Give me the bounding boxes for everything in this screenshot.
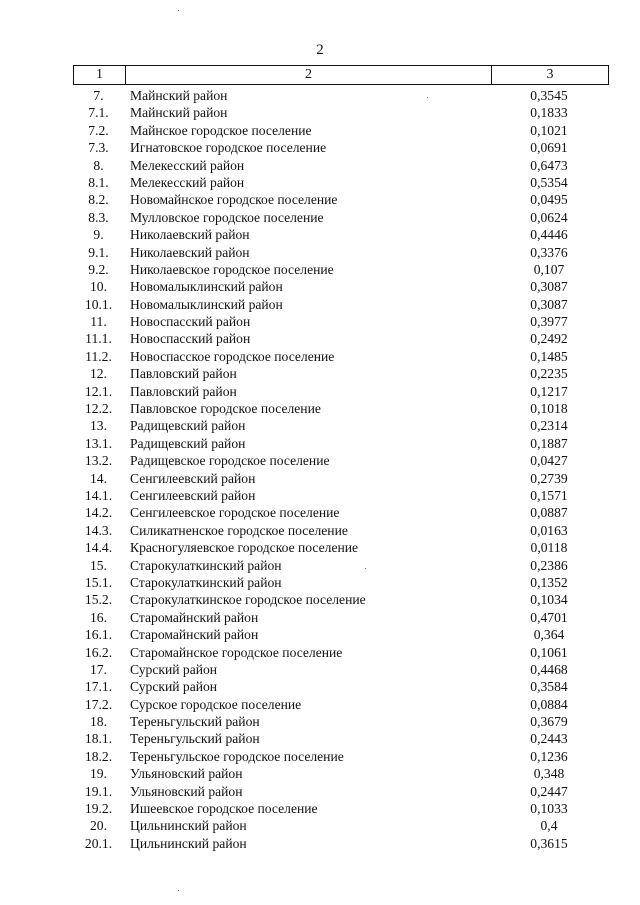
row-number: 9.1. xyxy=(88,244,109,260)
header-col-2: 2 xyxy=(126,66,492,84)
row-name: Радищевский район xyxy=(130,418,246,434)
table-body xyxy=(73,87,609,852)
row-name: Сенгилеевское городское поселение xyxy=(130,505,340,521)
row-value: 0,1352 xyxy=(530,574,568,590)
row-number: 15. xyxy=(90,557,107,573)
row-number: 13.1. xyxy=(84,435,113,451)
row-number: 15.1. xyxy=(84,574,113,590)
row-number: 18.1. xyxy=(84,731,113,747)
table-row xyxy=(73,748,609,765)
row-number: 13. xyxy=(90,418,107,434)
table-row xyxy=(73,278,609,295)
table-row xyxy=(73,817,609,834)
row-value: 0,4446 xyxy=(530,227,568,243)
row-value: 0,1485 xyxy=(530,348,568,364)
row-name: Старомайнский район xyxy=(130,609,259,625)
row-value: 0,3615 xyxy=(530,835,568,851)
row-number: 8.3. xyxy=(88,209,109,225)
row-name: Старомайнское городское поселение xyxy=(130,644,343,660)
row-value: 0,2235 xyxy=(530,366,568,382)
row-name: Ульяновский район xyxy=(130,783,243,799)
row-name: Сурское городское поселение xyxy=(130,696,302,712)
row-number: 8.2. xyxy=(88,192,109,208)
row-value: 0,5354 xyxy=(530,174,568,190)
table-row xyxy=(73,644,609,661)
table-row xyxy=(73,157,609,174)
row-value: 0,3977 xyxy=(530,314,568,330)
row-value: 0,1217 xyxy=(530,383,568,399)
table-row xyxy=(73,591,609,608)
row-value: 0,2314 xyxy=(530,418,568,434)
table-row xyxy=(73,400,609,417)
row-number: 10.1. xyxy=(84,296,113,312)
table-row xyxy=(73,835,609,852)
table-row xyxy=(73,539,609,556)
row-number: 10. xyxy=(90,279,107,295)
row-value: 0,1887 xyxy=(530,435,568,451)
row-value: 0,364 xyxy=(533,627,565,643)
table-row xyxy=(73,609,609,626)
row-number: 20.1. xyxy=(84,835,113,851)
row-number: 15.2. xyxy=(84,592,113,608)
row-number: 16. xyxy=(90,609,107,625)
table-header xyxy=(73,65,609,85)
row-number: 7.3. xyxy=(88,140,109,156)
row-number: 12.2. xyxy=(84,401,113,417)
row-number: 18. xyxy=(90,714,107,730)
row-value: 0,2492 xyxy=(530,331,568,347)
table-row xyxy=(73,139,609,156)
row-value: 0,3087 xyxy=(530,296,568,312)
row-name: Старокулаткинский район xyxy=(130,574,282,590)
row-number: 14. xyxy=(90,470,107,486)
row-value: 0,0163 xyxy=(530,522,568,538)
row-number: 13.2. xyxy=(84,453,113,469)
row-value: 0,0884 xyxy=(530,696,568,712)
table-row xyxy=(73,678,609,695)
row-name: Майнский район xyxy=(130,105,228,121)
row-value: 0,1021 xyxy=(530,122,568,138)
row-number: 20. xyxy=(90,818,107,834)
scan-speck xyxy=(178,890,179,891)
scan-speck xyxy=(178,10,179,11)
table-row xyxy=(73,435,609,452)
row-name: Тереньгульское городское поселение xyxy=(130,748,344,764)
table-row xyxy=(73,122,609,139)
table-row xyxy=(73,365,609,382)
row-number: 17.1. xyxy=(84,679,113,695)
row-name: Тереньгульский район xyxy=(130,714,260,730)
row-name: Старокулаткинский район xyxy=(130,557,282,573)
row-value: 0,4468 xyxy=(530,661,568,677)
table-row xyxy=(73,800,609,817)
header-col-1: 1 xyxy=(74,66,126,84)
row-number: 16.2. xyxy=(84,644,113,660)
table-row xyxy=(73,296,609,313)
row-name: Игнатовское городское поселение xyxy=(130,140,327,156)
table-row xyxy=(73,713,609,730)
table-row xyxy=(73,330,609,347)
row-name: Новоспасское городское поселение xyxy=(130,348,335,364)
row-name: Павловский район xyxy=(130,366,237,382)
row-name: Николаевское городское поселение xyxy=(130,261,334,277)
table-row xyxy=(73,348,609,365)
row-name: Николаевский район xyxy=(130,244,250,260)
row-number: 8.1. xyxy=(88,174,109,190)
table-row xyxy=(73,765,609,782)
row-value: 0,1571 xyxy=(530,487,568,503)
row-name: Сурский район xyxy=(130,679,218,695)
table-row xyxy=(73,574,609,591)
row-name: Павловский район xyxy=(130,383,237,399)
row-name: Радищевское городское поселение xyxy=(130,453,330,469)
table-row xyxy=(73,417,609,434)
table-row xyxy=(73,730,609,747)
row-number: 14.1. xyxy=(84,487,113,503)
row-name: Ишеевское городское поселение xyxy=(130,801,318,817)
row-number: 7.2. xyxy=(88,122,109,138)
table-row xyxy=(73,104,609,121)
row-value: 0,0118 xyxy=(530,540,568,556)
row-number: 19.1. xyxy=(84,783,113,799)
row-name: Мелекесский район xyxy=(130,174,245,190)
row-name: Майнский район xyxy=(130,88,228,103)
table-row xyxy=(73,557,609,574)
row-value: 0,0427 xyxy=(530,453,568,469)
row-number: 11.2. xyxy=(85,348,112,364)
row-value: 0,4701 xyxy=(530,609,568,625)
row-value: 0,2386 xyxy=(530,557,568,573)
row-value: 0,2443 xyxy=(530,731,568,747)
table-row xyxy=(73,261,609,278)
row-name: Мулловское городское поселение xyxy=(130,209,324,225)
row-value: 0,0691 xyxy=(530,140,568,156)
row-value: 0,3584 xyxy=(530,679,568,695)
table-row xyxy=(73,87,609,104)
row-number: 19.2. xyxy=(84,801,113,817)
page-number: 2 xyxy=(316,42,324,58)
table-row xyxy=(73,626,609,643)
row-name: Майнское городское поселение xyxy=(130,122,312,138)
row-number: 17. xyxy=(90,661,107,677)
header-col-3: 3 xyxy=(546,67,554,82)
row-name: Сенгилеевский район xyxy=(130,487,256,503)
row-value: 0,348 xyxy=(533,766,565,782)
row-value: 0,3087 xyxy=(530,279,568,295)
scan-speck xyxy=(365,568,366,569)
row-name: Николаевский район xyxy=(130,227,250,243)
row-number: 16.1. xyxy=(84,627,113,643)
row-number: 14.3. xyxy=(84,522,113,538)
row-name: Павловское городское поселение xyxy=(130,401,321,417)
row-name: Силикатненское городское поселение xyxy=(130,522,348,538)
row-value: 0,1833 xyxy=(530,105,568,121)
row-number: 12. xyxy=(90,366,107,382)
table-row xyxy=(73,191,609,208)
scan-speck xyxy=(427,97,428,98)
row-name: Ульяновский район xyxy=(130,766,243,782)
row-number: 11. xyxy=(90,314,107,330)
row-number: 8. xyxy=(93,157,104,173)
row-number: 7.1. xyxy=(88,105,109,121)
row-value: 0,107 xyxy=(533,261,565,277)
row-value: 0,2739 xyxy=(530,470,568,486)
table-row xyxy=(73,209,609,226)
row-number: 19. xyxy=(90,766,107,782)
row-value: 0,3545 xyxy=(530,88,568,103)
row-number: 17.2. xyxy=(84,696,113,712)
table-row xyxy=(73,226,609,243)
table-row xyxy=(73,470,609,487)
row-value: 0,3376 xyxy=(530,244,568,260)
row-name: Сурский район xyxy=(130,661,218,677)
row-value: 0,1033 xyxy=(530,801,568,817)
row-name: Новомайнское городское поселение xyxy=(130,192,338,208)
table-row xyxy=(73,504,609,521)
row-number: 14.2. xyxy=(84,505,113,521)
row-number: 7. xyxy=(93,88,104,103)
row-value: 0,6473 xyxy=(530,157,568,173)
table-row xyxy=(73,522,609,539)
row-value: 0,3679 xyxy=(530,714,568,730)
table-row xyxy=(73,452,609,469)
row-number: 9.2. xyxy=(88,261,109,277)
row-name: Цильнинский район xyxy=(130,835,247,851)
row-number: 18.2. xyxy=(84,748,113,764)
row-number: 11.1. xyxy=(85,331,112,347)
row-name: Новоспасский район xyxy=(130,314,251,330)
row-name: Старомайнский район xyxy=(130,627,259,643)
table-row xyxy=(73,174,609,191)
row-value: 0,2447 xyxy=(530,783,568,799)
row-number: 12.1. xyxy=(84,383,113,399)
row-number: 9. xyxy=(93,227,104,243)
table-row xyxy=(73,487,609,504)
table-row xyxy=(73,661,609,678)
row-name: Новомалыклинский район xyxy=(130,296,283,312)
table-row xyxy=(73,696,609,713)
row-name: Радищевский район xyxy=(130,435,246,451)
table-row xyxy=(73,783,609,800)
row-value: 0,1061 xyxy=(530,644,568,660)
row-value: 0,1018 xyxy=(530,401,568,417)
table-row xyxy=(73,244,609,261)
row-name: Мелекесский район xyxy=(130,157,245,173)
row-name: Тереньгульский район xyxy=(130,731,260,747)
table-row xyxy=(73,313,609,330)
row-value: 0,1236 xyxy=(530,748,568,764)
row-name: Цильнинский район xyxy=(130,818,247,834)
row-name: Новомалыклинский район xyxy=(130,279,283,295)
row-value: 0,4 xyxy=(540,818,558,834)
row-value: 0,1034 xyxy=(530,592,568,608)
row-value: 0,0887 xyxy=(530,505,568,521)
row-name: Красногуляевское городское поселение xyxy=(130,540,359,556)
row-name: Старокулаткинское городское поселение xyxy=(130,592,366,608)
row-name: Новоспасский район xyxy=(130,331,251,347)
row-value: 0,0624 xyxy=(530,209,568,225)
row-name: Сенгилеевский район xyxy=(130,470,256,486)
table-row xyxy=(73,383,609,400)
row-number: 14.4. xyxy=(84,540,113,556)
row-value: 0,0495 xyxy=(530,192,568,208)
